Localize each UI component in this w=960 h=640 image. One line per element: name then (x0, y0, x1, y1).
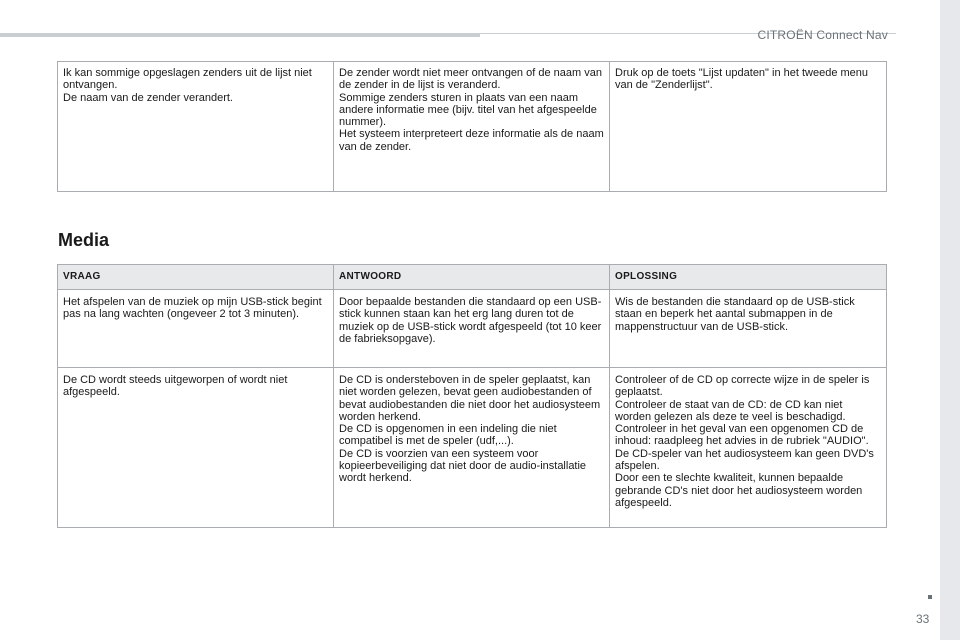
table-header-row (58, 265, 887, 290)
question-cell: De CD wordt steeds uitgeworpen of wordt niet afgespeeld. (58, 368, 334, 528)
running-header-title: CITROËN Connect Nav (757, 28, 888, 42)
section-title-media: Media (58, 230, 110, 250)
radio-troubleshooting-table (57, 61, 887, 192)
answer-cell: Door bepaalde bestanden die standaard op een USB-stick kunnen staan kan het erg lang duren tot de muziek op de USB-stick wordt afgespeeld (tot 10 keer de fabrieksopgave). (334, 290, 610, 368)
question-cell: Het afspelen van de muziek op mijn USB-stick begint pas na lang wachten (ongeveer 2 tot 3 minuten). (58, 290, 334, 368)
header-answer: ANTWOORD (334, 265, 610, 290)
side-page-strip (940, 0, 960, 640)
table-row (58, 368, 887, 528)
header-solution: OPLOSSING (610, 265, 887, 290)
media-troubleshooting-table (57, 264, 887, 528)
header-rule-thick (0, 33, 480, 37)
table-row (58, 290, 887, 368)
header-question: VRAAG (58, 265, 334, 290)
question-cell: Ik kan sommige opgeslagen zenders uit de lijst niet ontvangen. De naam van de zender verandert. (58, 62, 334, 192)
answer-cell: De CD is ondersteboven in de speler geplaatst, kan niet worden gelezen, bevat geen audiobestanden of bevat audiobestanden die niet door het audiosysteem worden herkend. De CD is opgenomen in een indeling die niet compatibel is met de speler (udf,...). De CD is voorzien van een systeem voor kopieerbeveiliging dat niet door de audio-installatie wordt herkend. (334, 368, 610, 528)
page-number: 33 (916, 612, 930, 626)
solution-cell: Controleer of de CD op correcte wijze in de speler is geplaatst. Controleer de staat van de CD: de CD kan niet worden gelezen als deze te veel is beschadigd. Controleer in het geval van een opgenomen CD de inhoud: raadpleeg het advies in de rubriek "AUDIO". De CD-speler van het audiosysteem kan geen DVD's afspelen. Door een te slechte kwaliteit, kunnen bepaalde gebrande CD's niet door het audiosysteem worden afgespeeld. (610, 368, 887, 528)
answer-cell: De zender wordt niet meer ontvangen of de naam van de zender in de lijst is veranderd. Sommige zenders sturen in plaats van een naam andere informatie mee (bijv. titel van het afgespeelde nummer). Het systeem interpreteert deze informatie als de naam van de zender. (334, 62, 610, 192)
solution-cell: Wis de bestanden die standaard op de USB-stick staan en beperk het aantal submappen in de mappenstructuur van de USB-stick. (610, 290, 887, 368)
table-row (58, 62, 887, 192)
page-marker-dot (928, 595, 932, 599)
solution-cell: Druk op de toets "Lijst updaten" in het tweede menu van de "Zenderlijst". (610, 62, 887, 192)
